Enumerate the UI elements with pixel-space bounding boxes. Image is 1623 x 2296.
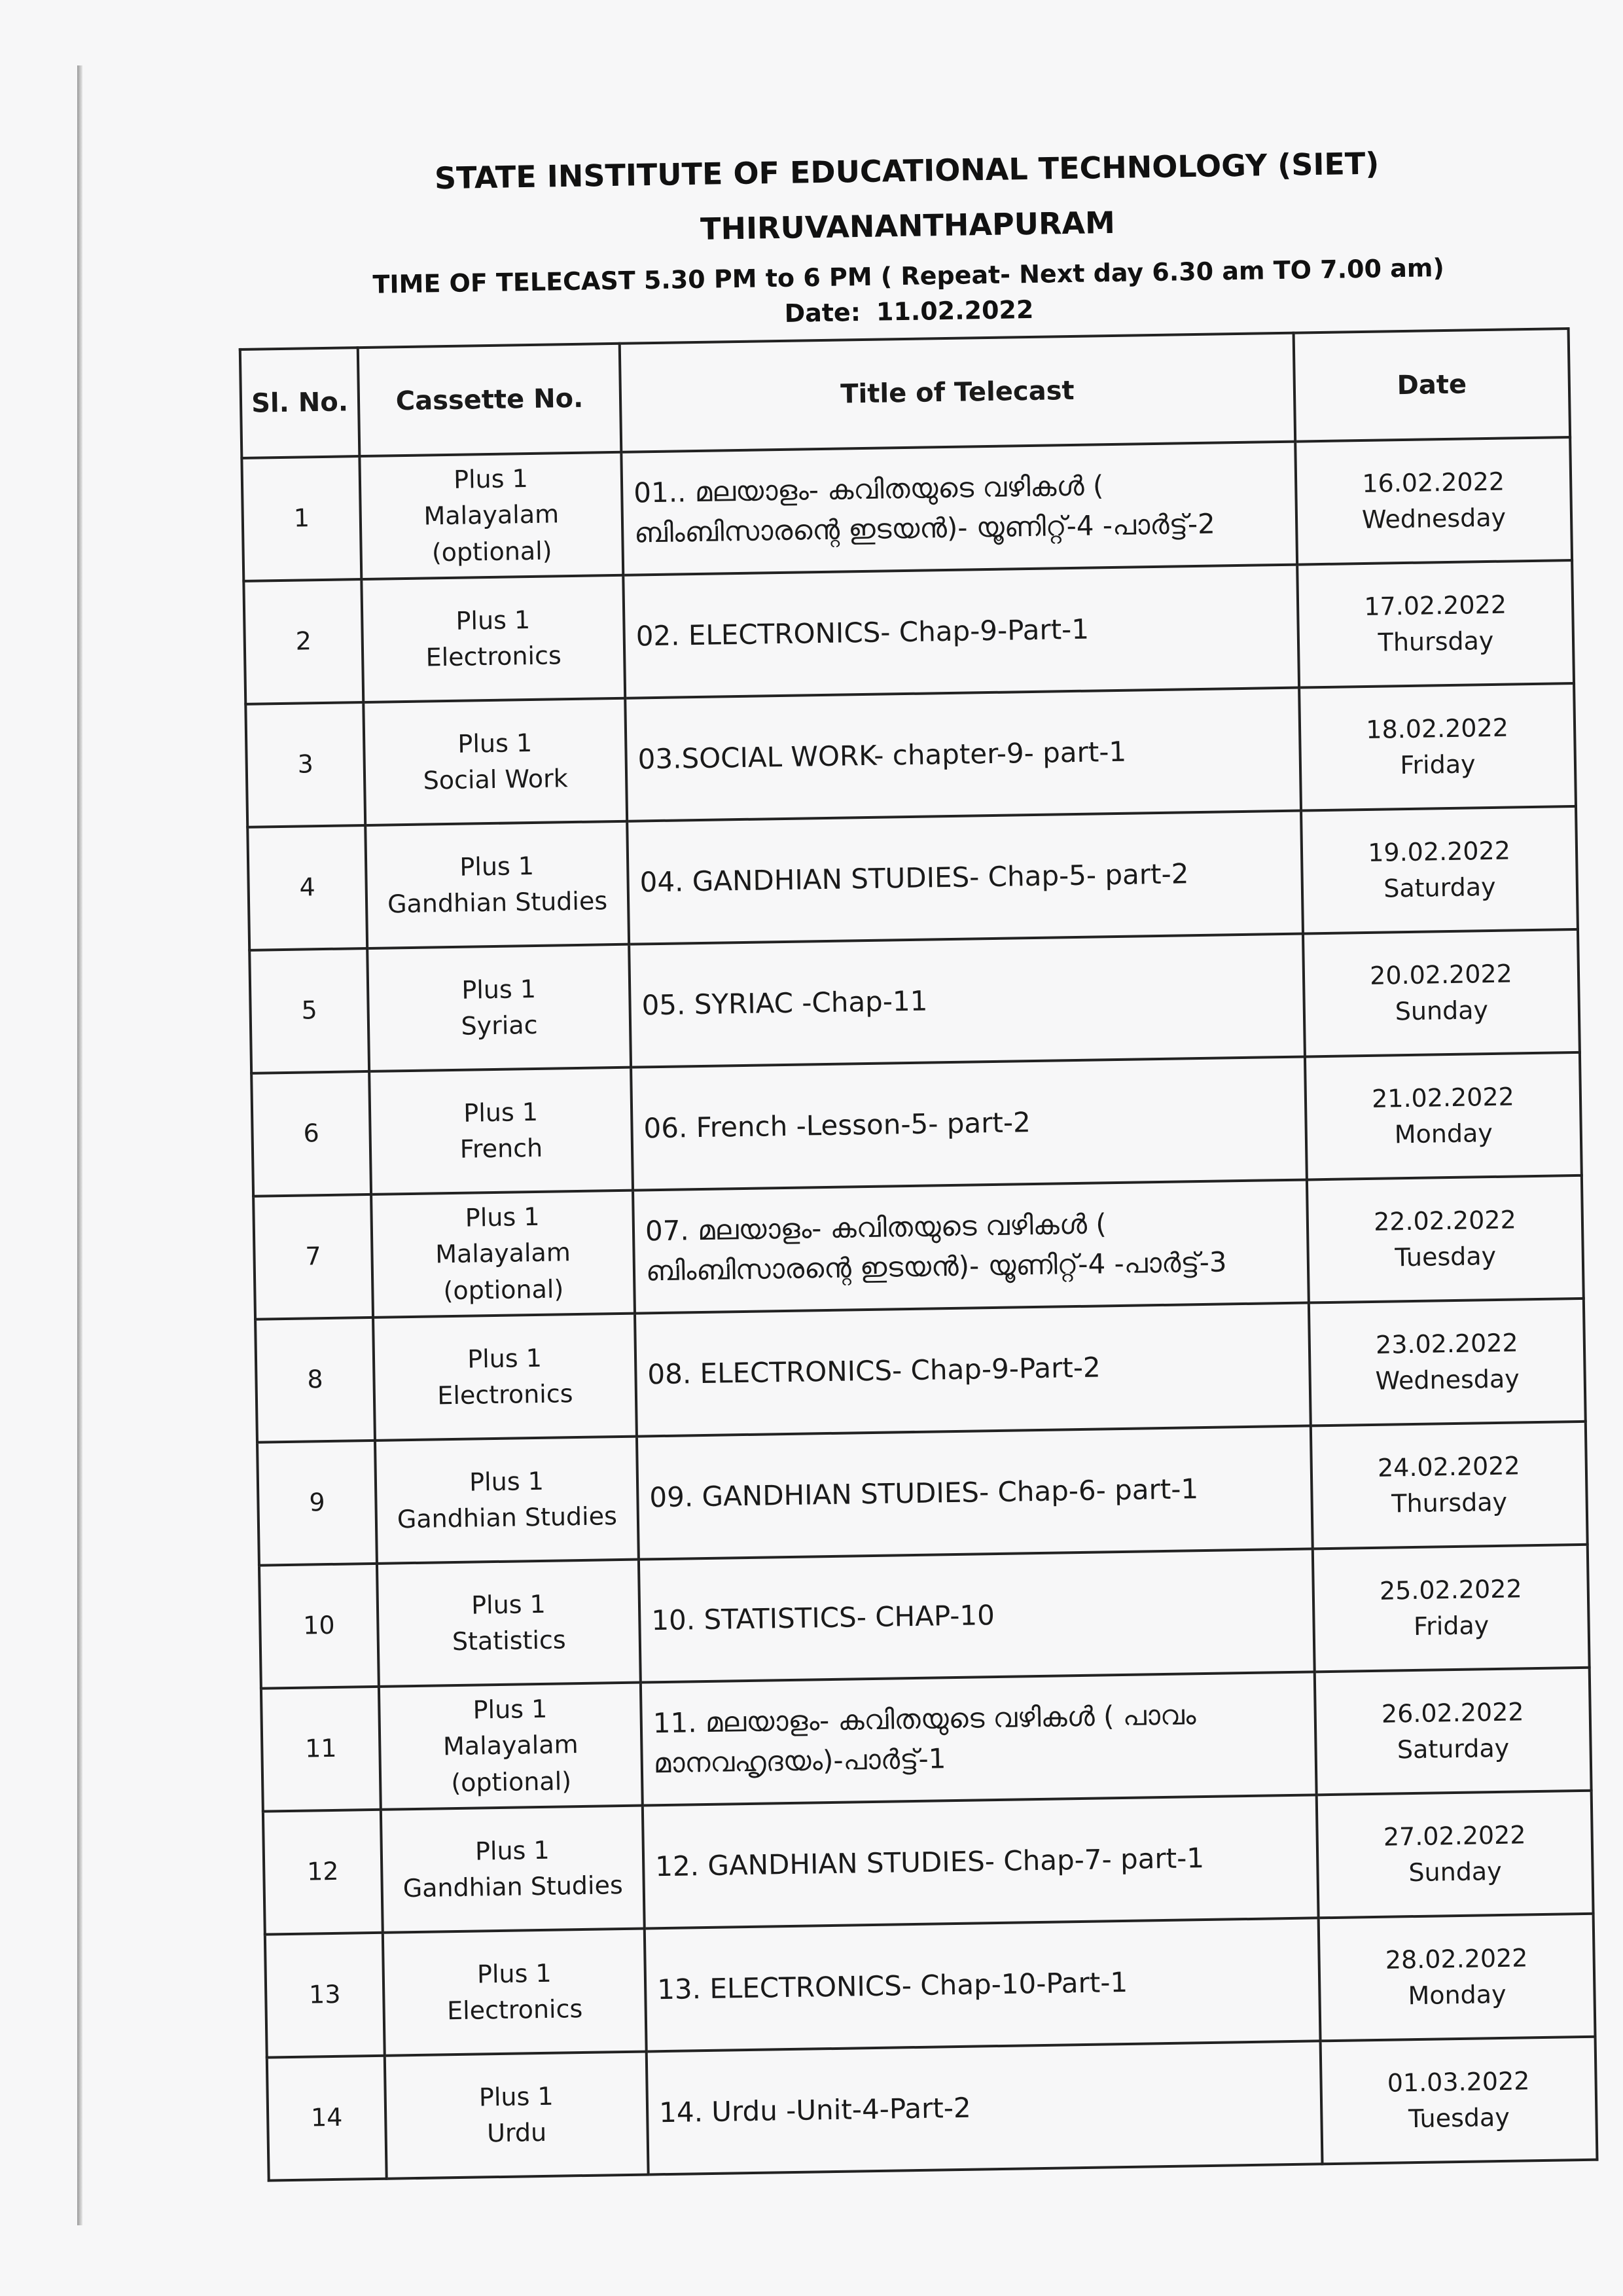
cell-date — [1295, 437, 1572, 565]
cell-date — [1317, 1791, 1594, 1918]
date-text: 19.02.2022 — [1367, 836, 1511, 867]
cell-date — [1319, 1914, 1596, 2041]
cell-cassette-no — [383, 1929, 647, 2056]
cell-title-of-telecast: 01.. മലയാളം- കവിതയുടെ വഴികൾ ( ബിംബിസാരന്റെ ഇടയൻ)- യൂണിറ്റ്-4 -പാർട്ട്-2 — [621, 442, 1297, 575]
cassette-line: Plus 1 — [453, 464, 529, 495]
day-text: Thursday — [1378, 626, 1494, 657]
scan-shadow-edge — [77, 65, 82, 2225]
cell-cassette-no — [369, 1067, 633, 1194]
cassette-line: Plus 1 — [476, 1958, 552, 1989]
cell-title-of-telecast: 09. GANDHIAN STUDIES- Chap-6- part-1 — [637, 1426, 1313, 1559]
institute-title: STATE INSTITUTE OF EDUCATIONAL TECHNOLOGY (SIET) — [434, 145, 1380, 196]
date-text: 28.02.2022 — [1385, 1943, 1528, 1975]
cell-title-of-telecast: 04. GANDHIAN STUDIES- Chap-5- part-2 — [627, 811, 1303, 944]
cell-cassette-no — [381, 1806, 645, 1933]
cassette-line: Malayalam — [423, 499, 560, 531]
cell-title-of-telecast: 10. STATISTICS- CHAP-10 — [639, 1549, 1315, 1682]
cell-sl-no: 8 — [255, 1318, 375, 1443]
cell-cassette-no — [377, 1560, 641, 1687]
date-text: 17.02.2022 — [1364, 590, 1507, 621]
cell-sl-no: 1 — [241, 456, 361, 581]
cassette-line: Plus 1 — [469, 1466, 544, 1497]
cell-date — [1299, 683, 1576, 811]
cell-cassette-no — [373, 1314, 637, 1441]
cell-sl-no: 12 — [263, 1810, 383, 1935]
cell-title-of-telecast: 12. GANDHIAN STUDIES- Chap-7- part-1 — [643, 1795, 1319, 1928]
cassette-line: (optional) — [431, 536, 552, 567]
day-text: Sunday — [1395, 996, 1489, 1026]
cell-sl-no: 13 — [265, 1933, 385, 2058]
table-row — [241, 437, 1572, 581]
day-text: Wednesday — [1375, 1364, 1520, 1395]
table-row — [255, 1299, 1586, 1443]
cell-cassette-no — [363, 698, 627, 825]
city-title: THIRUVANANTHAPURAM — [700, 204, 1116, 247]
cell-date — [1315, 1668, 1592, 1795]
cassette-line: Plus 1 — [461, 974, 537, 1005]
telecast-time: TIME OF TELECAST 5.30 PM to 6 PM ( Repeat- Next day 6.30 am TO 7.00 am) — [372, 253, 1445, 299]
day-text: Sunday — [1408, 1856, 1502, 1888]
cell-cassette-no — [371, 1191, 635, 1318]
cell-date — [1309, 1299, 1586, 1426]
cassette-line: French — [459, 1133, 543, 1164]
cell-sl-no: 11 — [261, 1687, 381, 1812]
date-text: 01.03.2022 — [1387, 2066, 1530, 2098]
table-row — [249, 929, 1580, 1073]
date-text: 25.02.2022 — [1379, 1574, 1522, 1605]
cell-cassette-no — [379, 1683, 643, 1810]
cassette-line: (optional) — [451, 1766, 572, 1797]
date-text: 16.02.2022 — [1362, 467, 1505, 498]
cell-title-of-telecast: 07. മലയാളം- കവിതയുടെ വഴികൾ ( ബിംബിസാരന്റെ ഇടയൻ)- യൂണിറ്റ്-4 -പാർട്ട്-3 — [633, 1179, 1309, 1313]
cell-cassette-no — [385, 2051, 649, 2178]
cell-cassette-no — [365, 821, 629, 948]
date-text: 20.02.2022 — [1369, 959, 1513, 990]
date-value: 11.02.2022 — [876, 295, 1034, 327]
day-text: Thursday — [1391, 1487, 1508, 1518]
table-row — [267, 2037, 1597, 2181]
cell-cassette-no — [367, 944, 631, 1071]
cassette-line: Social Work — [423, 764, 568, 795]
day-text: Saturday — [1383, 872, 1496, 903]
cell-title-of-telecast: 08. ELECTRONICS- Chap-9-Part-2 — [635, 1302, 1311, 1436]
cell-cassette-no — [361, 575, 625, 702]
cell-cassette-no — [375, 1437, 639, 1564]
table-row — [263, 1791, 1594, 1935]
table-row — [259, 1545, 1590, 1689]
telecast-schedule-document — [236, 130, 1609, 2182]
cassette-line: Plus 1 — [467, 1343, 543, 1374]
day-text: Saturday — [1397, 1733, 1510, 1765]
cell-date — [1297, 560, 1574, 688]
cassette-line: Plus 1 — [459, 851, 535, 882]
cell-date — [1311, 1422, 1588, 1549]
cell-sl-no: 5 — [249, 948, 369, 1073]
date-text: 18.02.2022 — [1365, 713, 1509, 744]
column-header-cassette-no: Cassette No. — [358, 344, 622, 456]
day-text: Friday — [1400, 749, 1476, 780]
cell-sl-no: 9 — [257, 1441, 377, 1566]
cell-title-of-telecast: 13. ELECTRONICS- Chap-10-Part-1 — [645, 1918, 1321, 2051]
table-header-row — [240, 329, 1570, 458]
cell-cassette-no — [359, 452, 623, 579]
cell-title-of-telecast: 14. Urdu -Unit-4-Part-2 — [647, 2041, 1323, 2174]
table-row — [261, 1668, 1592, 1812]
date-text: 27.02.2022 — [1383, 1820, 1526, 1852]
cassette-line: Plus 1 — [478, 2081, 554, 2112]
cell-date — [1307, 1175, 1584, 1303]
day-text: Monday — [1394, 1119, 1493, 1149]
cassette-line: Plus 1 — [473, 1695, 548, 1725]
cassette-line: Plus 1 — [465, 1202, 540, 1233]
cell-sl-no: 7 — [253, 1194, 373, 1319]
table-row — [245, 683, 1576, 827]
table-row — [265, 1914, 1596, 2058]
date-text: 24.02.2022 — [1377, 1451, 1520, 1482]
day-text: Wednesday — [1361, 503, 1507, 535]
cassette-line: Gandhian Studies — [402, 1871, 624, 1903]
date-text: 23.02.2022 — [1375, 1328, 1518, 1359]
cassette-line: Gandhian Studies — [397, 1501, 618, 1534]
cassette-line: Malayalam — [435, 1238, 571, 1269]
date-text: 21.02.2022 — [1371, 1082, 1515, 1113]
cell-title-of-telecast: 02. ELECTRONICS- Chap-9-Part-1 — [623, 565, 1299, 698]
cell-sl-no: 6 — [251, 1071, 371, 1196]
cassette-line: Plus 1 — [457, 728, 533, 759]
cell-sl-no: 4 — [247, 825, 367, 950]
cell-sl-no: 14 — [267, 2056, 387, 2181]
cell-date — [1305, 1052, 1582, 1180]
cell-title-of-telecast: 05. SYRIAC -Chap-11 — [629, 934, 1305, 1067]
cassette-line: Plus 1 — [455, 605, 531, 636]
date-text: 26.02.2022 — [1381, 1697, 1524, 1729]
table-row — [257, 1422, 1588, 1566]
cell-date — [1313, 1545, 1590, 1672]
schedule-table — [239, 327, 1599, 2182]
cassette-line: Plus 1 — [463, 1097, 539, 1128]
cassette-line: Malayalam — [442, 1730, 579, 1761]
cassette-line: (optional) — [443, 1274, 564, 1305]
cell-sl-no: 10 — [259, 1564, 379, 1689]
cassette-line: Electronics — [437, 1379, 573, 1410]
day-text: Tuesday — [1395, 1241, 1497, 1272]
cell-date — [1301, 806, 1578, 934]
table-row — [253, 1175, 1584, 1319]
cell-title-of-telecast: 03.SOCIAL WORK- chapter-9- part-1 — [625, 688, 1301, 821]
cassette-line: Gandhian Studies — [387, 886, 608, 919]
cassette-line: Plus 1 — [471, 1589, 546, 1620]
cell-sl-no: 2 — [243, 579, 363, 704]
cell-date — [1303, 929, 1580, 1057]
day-text: Tuesday — [1408, 2102, 1510, 2134]
column-header-date: Date — [1294, 329, 1571, 442]
cell-title-of-telecast: 11. മലയാളം- കവിതയുടെ വഴികൾ ( പാവം മാനവഹൃദയം)-പാർട്ട്-1 — [641, 1672, 1317, 1805]
table-row — [243, 560, 1574, 704]
cell-date — [1321, 2037, 1597, 2164]
day-text: Friday — [1413, 1611, 1489, 1641]
date-text: 22.02.2022 — [1373, 1205, 1517, 1236]
cell-title-of-telecast: 06. French -Lesson-5- part-2 — [631, 1057, 1307, 1191]
cassette-line: Urdu — [486, 2117, 547, 2148]
cassette-line: Electronics — [425, 641, 562, 672]
cassette-line: Syriac — [461, 1010, 538, 1041]
table-row — [251, 1052, 1582, 1196]
cassette-line: Electronics — [446, 1994, 583, 2026]
table-row — [247, 806, 1578, 950]
date-label: Date: — [784, 298, 861, 328]
day-text: Monday — [1408, 1979, 1507, 2011]
cassette-line: Statistics — [452, 1625, 567, 1657]
column-header-sl-no: Sl. No. — [240, 348, 360, 458]
cassette-line: Plus 1 — [474, 1835, 550, 1866]
column-header-title: Title of Telecast — [620, 333, 1295, 452]
cell-sl-no: 3 — [245, 702, 365, 827]
